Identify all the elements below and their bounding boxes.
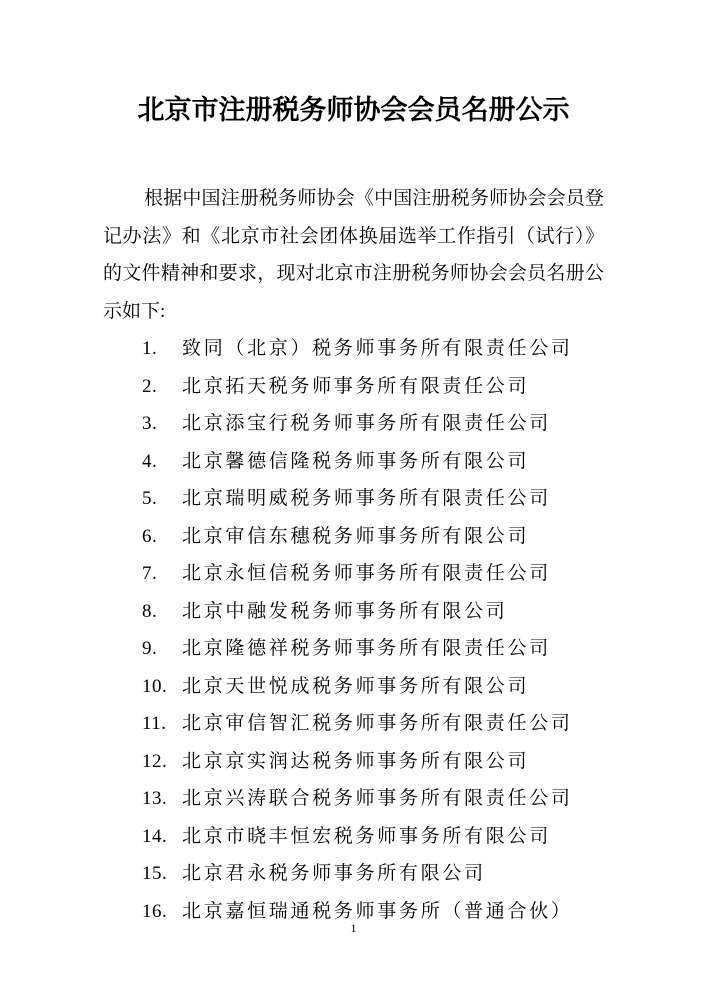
item-number: 16. (142, 900, 168, 922)
list-item (103, 518, 604, 556)
paragraph-line: 的文件精神和要求，现对北京市注册税务师协会会员名册公 (103, 263, 604, 284)
list-item (103, 443, 604, 481)
item-name: 北京市晓丰恒宏税务师事务所有限公司 (182, 825, 551, 847)
item-name: 北京永恒信税务师事务所有限责任公司 (182, 563, 551, 584)
item-number: 4. (142, 450, 158, 472)
item-number: 10. (142, 675, 168, 697)
item-name: 北京兴涛联合税务师事务所有限责任公司 (182, 788, 573, 809)
intro-paragraph (103, 180, 604, 330)
item-number: 15. (142, 863, 168, 884)
list-item (103, 780, 604, 818)
page-number: 1 (350, 921, 357, 935)
item-name: 北京添宝行税务师事务所有限责任公司 (182, 413, 551, 434)
document-title: 北京市注册税务师协会会员名册公示 (137, 95, 570, 125)
list-item (103, 480, 604, 518)
item-name: 北京天世悦成税务师事务所有限公司 (182, 675, 530, 697)
paragraph-line: 记办法》和《北京市社会团体换届选举工作指引（试行）》 (103, 225, 604, 247)
item-number: 2. (142, 375, 158, 397)
item-number: 8. (142, 600, 158, 622)
item-name: 北京君永税务师事务所有限公司 (182, 863, 486, 884)
item-number: 14. (142, 825, 168, 847)
paragraph-line: 根据中国注册税务师协会《中国注册税务师协会会员登 (144, 188, 604, 209)
list-item (103, 368, 604, 406)
paragraph-line: 示如下: (103, 300, 166, 322)
item-name: 致同（北京）税务师事务所有限责任公司 (182, 338, 573, 359)
item-number: 11. (142, 713, 167, 734)
list-item (103, 855, 604, 893)
item-name: 北京嘉恒瑞通税务师事务所（普通合伙） (182, 900, 573, 922)
list-item (103, 555, 604, 593)
item-number: 6. (142, 525, 158, 547)
item-number: 9. (142, 638, 158, 659)
item-name: 北京瑞明威税务师事务所有限责任公司 (182, 488, 551, 509)
page-footer (0, 920, 707, 936)
item-number: 5. (142, 488, 158, 509)
item-number: 13. (142, 788, 168, 809)
list-item (103, 743, 604, 781)
item-number: 1. (142, 338, 158, 359)
item-name: 北京拓天税务师事务所有限责任公司 (182, 375, 530, 397)
item-name: 北京隆德祥税务师事务所有限责任公司 (182, 638, 551, 659)
item-number: 3. (142, 413, 158, 434)
item-number: 12. (142, 750, 168, 772)
item-name: 北京审信东穗税务师事务所有限公司 (182, 525, 530, 547)
item-number: 7. (142, 563, 158, 584)
document-content (103, 0, 604, 930)
item-name: 北京京实润达税务师事务所有限公司 (182, 750, 530, 772)
list-item (103, 330, 604, 368)
item-name: 北京审信智汇税务师事务所有限责任公司 (182, 713, 573, 734)
list-item (103, 668, 604, 706)
list-item (103, 630, 604, 668)
item-name: 北京中融发税务师事务所有限公司 (182, 600, 508, 622)
list-item (103, 818, 604, 856)
list-item (103, 705, 604, 743)
member-list (103, 330, 604, 930)
list-item (103, 405, 604, 443)
list-item (103, 593, 604, 631)
item-name: 北京馨德信隆税务师事务所有限公司 (182, 450, 530, 472)
